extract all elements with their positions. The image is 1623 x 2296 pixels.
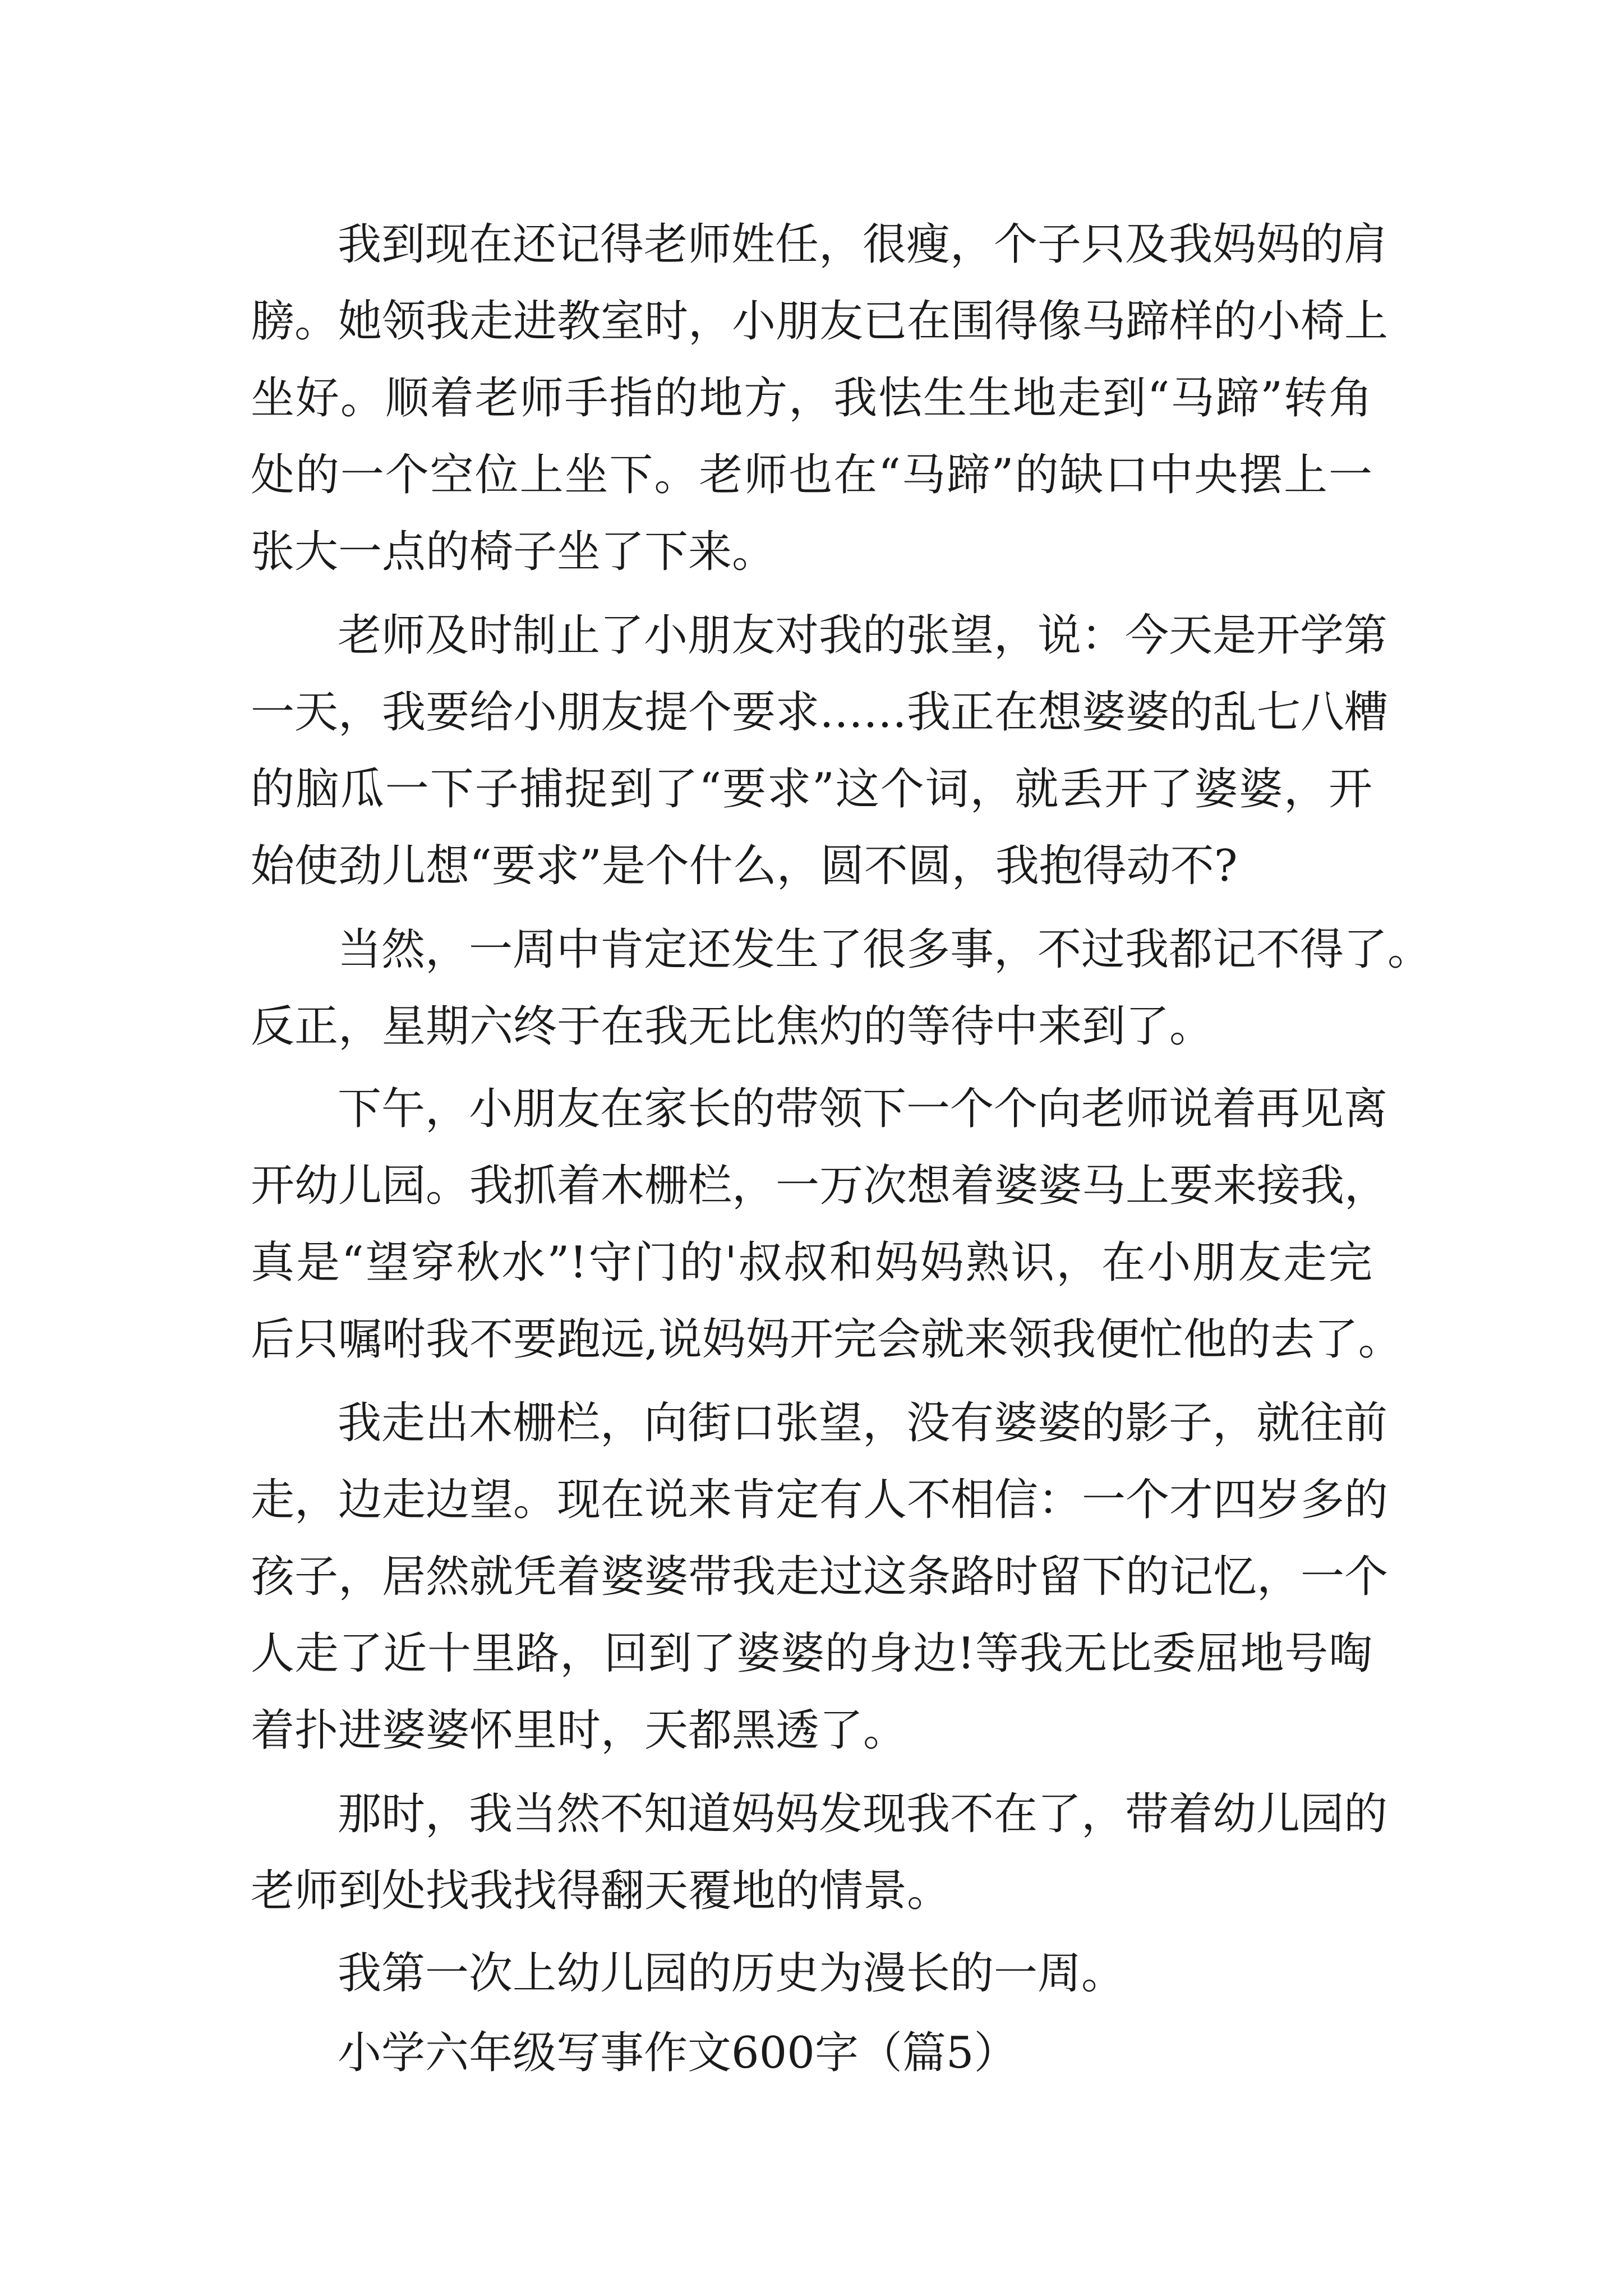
paragraph-line	[0, 750, 1623, 829]
paragraph-line	[0, 1461, 1623, 1539]
line-text: 膀。她领我走进教室时，小朋友已在围得像马蹄样的小椅上	[251, 296, 1389, 347]
paragraph-line	[0, 1852, 1623, 1930]
line-text: 开幼儿园。我抓着木栅栏，一万次想着婆婆马上要来接我，	[251, 1161, 1389, 1211]
line-text: 老师到处找我找得翻天覆地的情景。	[251, 1866, 951, 1916]
line-text: 我到现在还记得老师姓任，很瘦，个子只及我妈妈的肩	[338, 219, 1388, 270]
line-text: 真是“望穿秋水”!守门的'叔叔和妈妈熟识，在小朋友走完	[251, 1237, 1372, 1288]
line-text: 处的一个空位上坐下。老师也在“马蹄”的缺口中央摆上一	[251, 450, 1372, 500]
line-text: 我第一次上幼儿园的历史为漫长的一周。	[338, 1948, 1126, 1999]
paragraph-line	[0, 910, 1623, 989]
line-text: 走，边走边望。现在说来肯定有人不相信：一个才四岁多的	[251, 1475, 1389, 1525]
paragraph-line	[0, 1070, 1623, 1148]
paragraph-line	[0, 1538, 1623, 1616]
line-text: 那时，我当然不知道妈妈发现我不在了，带着幼儿园的	[338, 1789, 1388, 1839]
line-text: 坐好。顺着老师手指的地方，我怯生生地走到“马蹄”转角	[251, 373, 1372, 424]
paragraph-line	[0, 1775, 1623, 1853]
paragraph-line	[0, 1934, 1623, 2013]
paragraph-line	[0, 359, 1623, 438]
line-text: 的脑瓜一下子捕捉到了“要求”这个词，就丢开了婆婆，开	[251, 764, 1372, 815]
paragraph-line	[0, 1300, 1623, 1379]
line-text: 着扑进婆婆怀里时，天都黑透了。	[251, 1705, 907, 1756]
section-heading	[0, 2014, 1623, 2092]
paragraph-line	[0, 1614, 1623, 1693]
paragraph-line	[0, 205, 1623, 284]
line-text: 张大一点的椅子坐了下来。	[251, 527, 776, 577]
line-text: 孩子，居然就凭着婆婆带我走过这条路时留下的记忆，一个	[251, 1552, 1389, 1602]
paragraph-line	[0, 987, 1623, 1066]
line-text: 老师及时制止了小朋友对我的张望，说：今天是开学第	[338, 610, 1388, 661]
line-text: 当然，一周中肯定还发生了很多事，不过我都记不得了。	[338, 924, 1432, 975]
paragraph-line	[0, 827, 1623, 905]
line-text: 人走了近十里路，回到了婆婆的身边!等我无比委屈地号啕	[251, 1628, 1372, 1679]
paragraph-line	[0, 1691, 1623, 1770]
line-text: 一天，我要给小朋友提个要求……我正在想婆婆的乱七八糟	[251, 687, 1389, 738]
paragraph-line	[0, 282, 1623, 361]
paragraph-line	[0, 673, 1623, 752]
paragraph-line	[0, 436, 1623, 514]
paragraph-line	[0, 1384, 1623, 1462]
paragraph-line	[0, 1147, 1623, 1225]
paragraph-line	[0, 1223, 1623, 1302]
line-text: 反正，星期六终于在我无比焦灼的等待中来到了。	[251, 1001, 1214, 1052]
paragraph-line	[0, 596, 1623, 675]
line-text: 后只嘱咐我不要跑远,说妈妈开完会就来领我便忙他的去了。	[251, 1314, 1402, 1365]
line-text: 始使劲儿想“要求”是个什么，圆不圆，我抱得动不?	[251, 841, 1238, 891]
heading-text: 小学六年级写事作文600字（篇5）	[338, 2028, 1018, 2078]
paragraph-line	[0, 513, 1623, 591]
line-text: 我走出木栅栏，向街口张望，没有婆婆的影子，就往前	[338, 1398, 1388, 1448]
line-text: 下午，小朋友在家长的带领下一个个向老师说着再见离	[338, 1084, 1388, 1134]
